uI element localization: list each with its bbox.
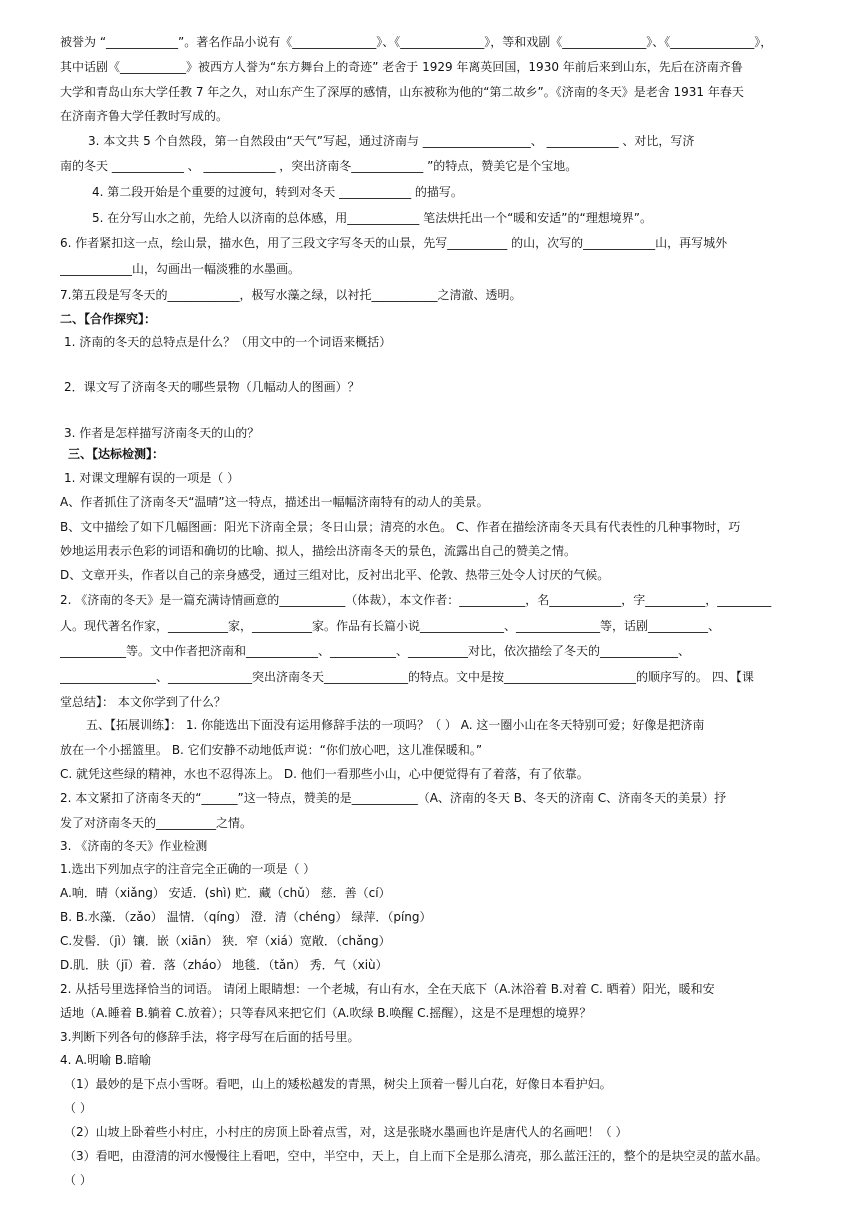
text-line: 在济南齐鲁大学任教时写成的。 [60,109,229,123]
question-line: 1.选出下列加点字的注音完全正确的一项是（ ） [60,862,316,876]
sentence-item: （1）最妙的是下点小雪呀。看吧，山上的矮松越发的青黑，树尖上顶着一髻儿白花，好像日本看护妇。 [64,1077,612,1091]
text-line: 适地（A.睡着 B.躺着 C.放着）；只等春风来把它们（A.吹绿 B.唤醒 C.摇醒），这是不是理想的境界？ [60,1006,592,1020]
question-line: 3. 作者是怎样描写济南冬天的山的？ [64,426,260,440]
option-line: B. B.水藻．（zǎo） 温情．（qíng） 澄．清（chéng） 绿萍．（píng） [60,910,432,924]
text-line: 堂总结】： 本文你学到了什么？ [60,695,226,709]
sentence-item: （2）山坡上卧着些小村庄，小村庄的房顶上卧着点雪，对，这是张晓水墨画也许是唐代人的名画吧！（ ） [64,1125,628,1139]
option-line: B、文中描绘了如下几幅图画：阳光下济南全景；冬日山景；清亮的水色。 C、作者在描绘济南冬天具有代表性的几种事物时，巧 [60,520,741,534]
option-line: 妙地运用表示色彩的词语和确切的比喻、拟人，描绘出济南冬天的景色，流露出自己的赞美之情。 [60,544,577,558]
question-line: 2. 从括号里选择恰当的词语。 请闭上眼睛想：一个老城，有山有水，全在天底下（A.沐浴着 B.对着 C. 晒着）阳光，暖和安 [60,982,715,996]
text-line: 5. 在分写山水之前，先给人以济南的总体感，用____________ 笔法烘托出一个“暖和安适”的“理想境界”。 [92,211,652,225]
option-line: 放在一个小摇篮里。 B. 它们安静不动地低声说：“你们放心吧，这儿准保暖和。” [60,743,483,757]
answer-parentheses: （ ） [64,1101,92,1115]
option-line: C.发髻．（jì）镶．嵌（xiān） 狭．窄（xiá）宽敞．（chǎng） [60,934,391,948]
text-line: 人。现代著名作家，__________家，__________家。作品有长篇小说______________、______________等，话剧__________、 [60,619,721,633]
text-line: 其中话剧《___________》被西方人誉为“东方舞台上的奇迹” 老舍于 1929 年离英回国，1930 年前后来到山东，先后在济南齐鲁 [60,60,743,74]
option-line: C. 就凭这些绿的精神，水也不忍得冻上。 D. 他们一看那些小山，心中便觉得有了着落，有了依靠。 [60,767,589,781]
question-line: 3.判断下列各句的修辞手法，将字母写在后面的括号里。 [60,1030,360,1044]
text-line: ________________、______________突出济南冬天______________的特点。文中是按______________________的顺序写的。 四、【课 [60,670,754,684]
question-line: 1. 对课文理解有误的一项是（ ） [64,471,240,485]
text-line: ____________山，勾画出一幅淡雅的水墨画。 [60,262,301,276]
section-heading: 二、【合作探究】： [60,312,157,326]
text-line: 4. 第二段开始是个重要的过渡句，转到对冬天 ____________ 的描写。 [92,185,463,199]
text-line: 被誉为 “____________”。著名作品小说有《______________》、《______________》，等和戏剧《______________》、《______________》， [60,35,773,49]
question-line: 2. 《济南的冬天》是一篇充满诗情画意的___________（体裁），本文作者：___________，名____________，字__________，_________ [60,593,772,607]
option-line: 4. A.明喻 B.暗喻 [60,1053,151,1067]
text-line: 3. 本文共 5 个自然段，第一自然段由“天气”写起，通过济南与 __________________、 ____________ 、对比，写济 [88,134,695,148]
answer-parentheses: （ ） [64,1173,92,1187]
section-heading: 三、【达标检测】： [68,447,165,461]
text-line: ___________等。文中作者把济南和____________、___________、__________对比，依次描绘了冬天的_____________、 [60,644,691,658]
text-line: 南的冬天 ____________ 、 ____________ ，突出济南冬____________ ”的特点，赞美它是个宝地。 [60,159,578,173]
option-line: A、作者抓住了济南冬天“温晴”这一特点，描述出一幅幅济南特有的动人的美景。 [60,495,489,509]
option-line: D.肌．肤（jī）着．落（zháo） 地毯．（tǎn） 秀．气（xiù） [60,958,388,972]
text-line: 7.第五段是写冬天的____________，极写水藻之绿，以衬托___________之清澈、透明。 [60,288,522,302]
option-line: D、文章开头，作者以自己的亲身感受，通过三组对比，反衬出北平、伦敦、热带三处令人讨厌的气候。 [60,568,610,582]
question-line: 2．课文写了济南冬天的哪些景物（几幅动人的图画）？ [64,380,360,394]
text-line: 6. 作者紧扣这一点，绘山景，描水色，用了三段文字写冬天的山景，先写__________ 的山，次写的____________山，再写城外 [60,236,728,250]
question-line: 1. 济南的冬天的总特点是什么？（用文中的一个词语来概括） [64,335,392,349]
text-line: 大学和青岛山东大学任教 7 年之久，对山东产生了深厚的感情，山东被称为他的“第二故乡”。《济南的冬天》是老舍 1931 年春天 [60,85,744,99]
section-heading: 3. 《济南的冬天》作业检测 [60,839,208,853]
option-line: A.响．晴（xiǎng） 安适．(shì) 贮．藏（chǔ） 慈．善（cí） [60,886,391,900]
text-line: 发了对济南冬天的__________之情。 [60,816,253,830]
sentence-item: （3）看吧，由澄清的河水慢慢往上看吧，空中，半空中，天上，自上而下全是那么清亮，那么蓝汪汪的，整个的是块空灵的蓝水晶。 [64,1149,768,1163]
question-line: 2. 本文紧扣了济南冬天的“______”这一特点，赞美的是___________（A、济南的冬天 B、冬天的济南 C、济南冬天的美景）抒 [60,791,727,805]
question-line: 五、【拓展训练】： 1. 你能选出下面没有运用修辞手法的一项吗？（ ） A. 这一圈小山在冬天特别可爱；好像是把济南 [86,718,705,732]
